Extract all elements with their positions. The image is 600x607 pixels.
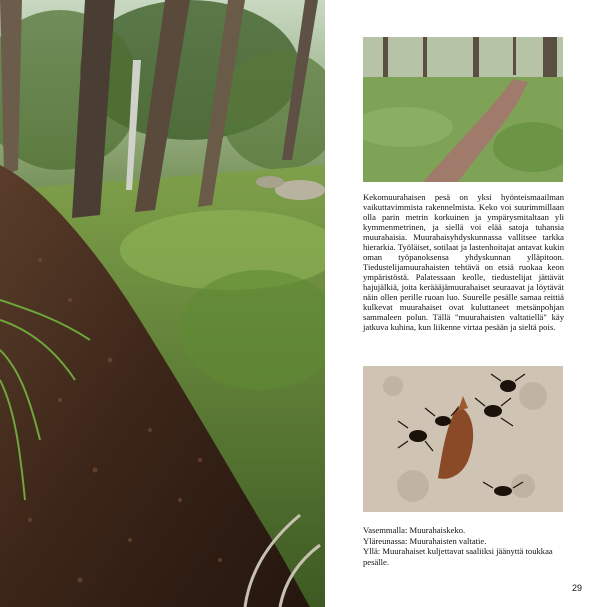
caption-above: Yllä: Muurahaiset kuljettavat saaliiksi jäänyttä toukkaa pesälle. <box>363 546 553 567</box>
photo-captions <box>363 525 564 567</box>
page-number: 29 <box>572 583 583 593</box>
ants-larva-photo <box>363 366 563 512</box>
ants-larva-illustration <box>363 366 563 512</box>
ant-trail-photo <box>363 37 563 182</box>
article-body: Kekomuurahaisen pesä on yksi hyönteismaailman vaikuttavimmista rakennelmista. Keko voi suurimmillaan olla parin metrin korkuinen ja ympärysmitaltaan yli kymmenmetrinen, ja siellä voi elää satoja tuhansia muurahaisia. Muurahaisyhdyskunnassa vallitsee tarkka hierarkia. Työläiset, sotilaat ja lastenhoitajat antavat kukin oman työpanoksensa yhdyskunnan ylläpitoon. Tiedustelijamuurahaisten tehtävä on etsiä ruokaa keon ympäristöstä. Palatessaan keolle, tiedustelijat jättävät hajujälkiä, joita keräääjämuurahaiset seuraavat ja löytävät näin ollen perille ruoan luo. Suurelle pesälle samaa reittiä kulkevat muurahaiset ovat kuluttaneet metsänpohjan sammaleen polun. Tällä "muurahaisten valtatiellä" käy jatkuva kuhina, kun liikenne virtaa pesään ja sieltä pois. <box>363 192 564 332</box>
caption-top: Yläreunassa: Muurahaisten valtatie. <box>363 535 487 546</box>
ant-trail-illustration <box>363 37 563 182</box>
caption-left: Vasemmalla: Muurahaiskeko. <box>363 525 466 535</box>
